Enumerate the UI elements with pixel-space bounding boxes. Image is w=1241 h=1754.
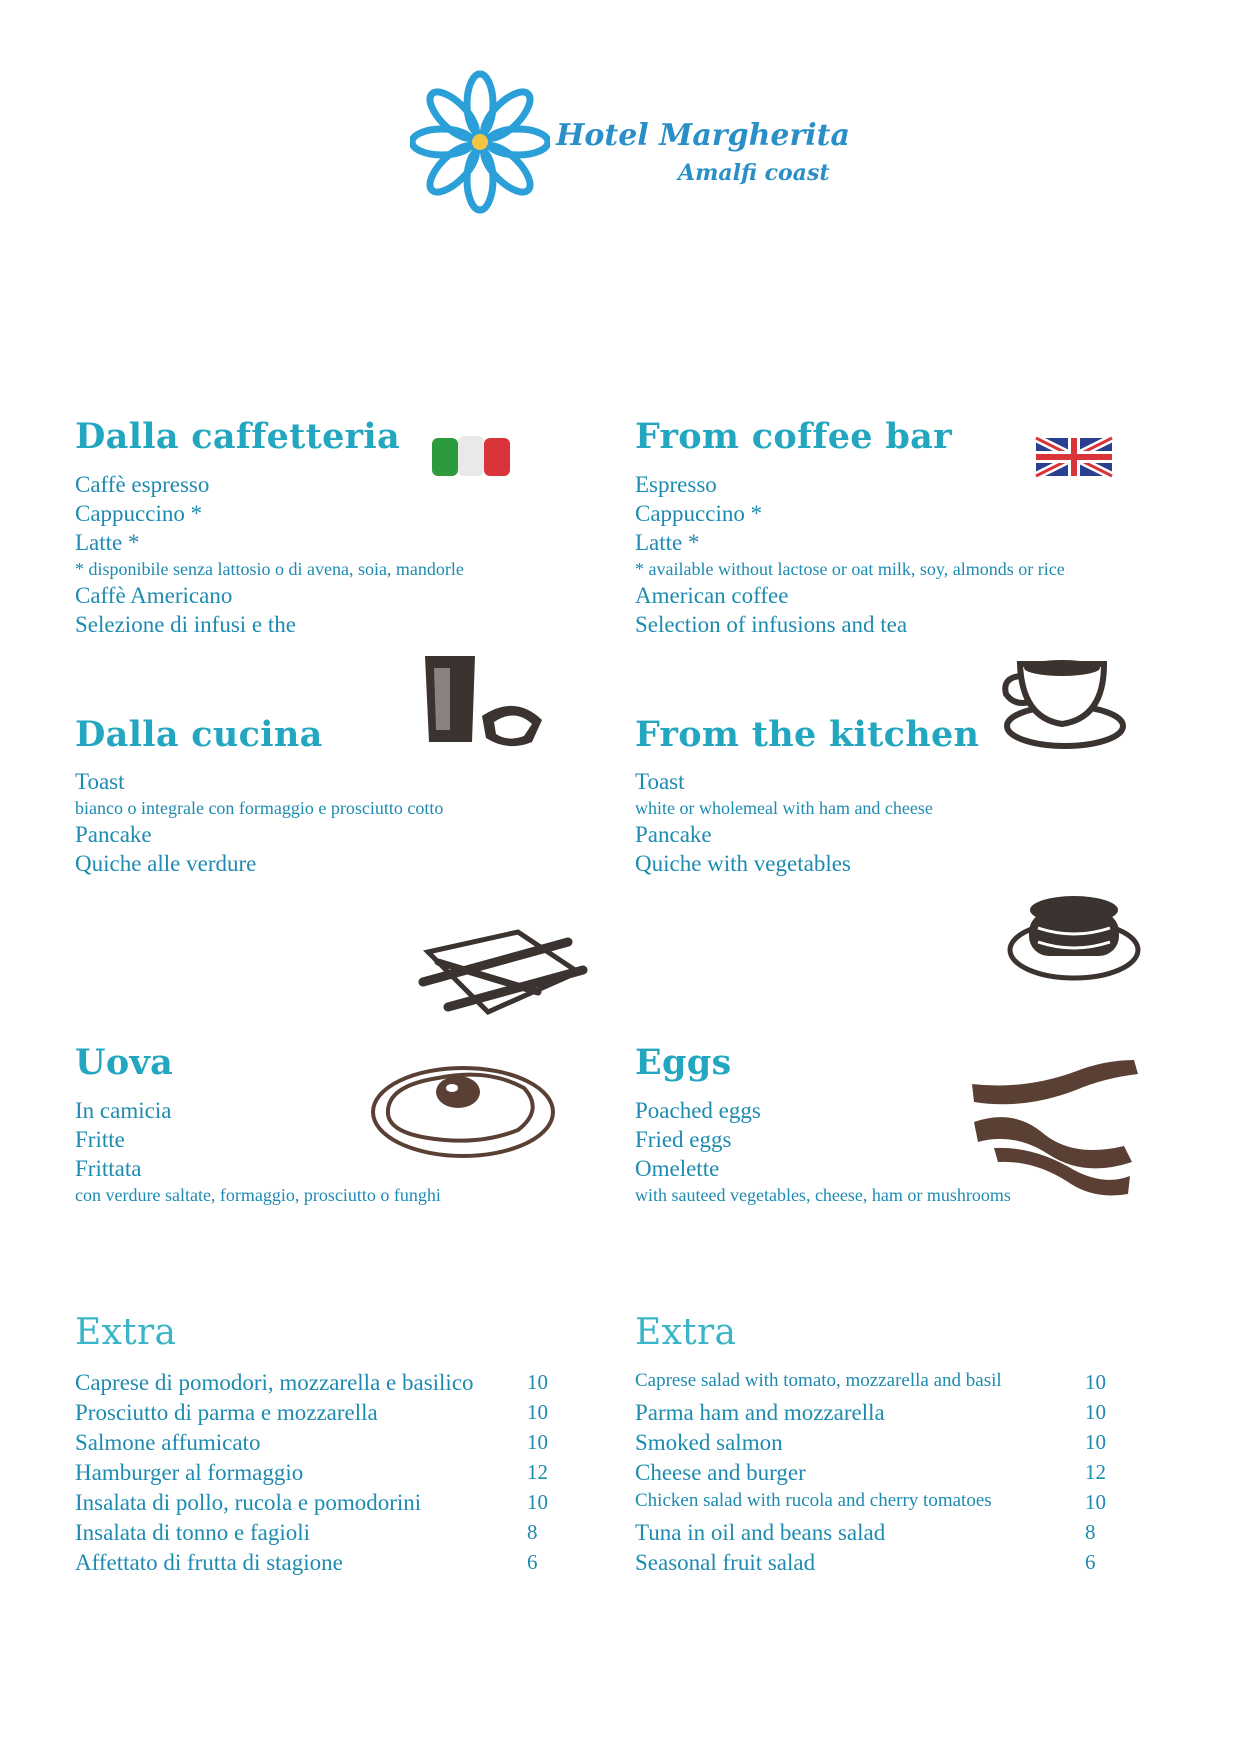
en-eggs-heading: Eggs [635, 1042, 732, 1083]
it-eggs-list [75, 1096, 441, 1207]
list-item [635, 1490, 1115, 1520]
list-item [75, 1430, 555, 1460]
pancakes-icon [1004, 888, 1144, 988]
cutlery-icon [418, 912, 588, 1022]
item-price: 8 [1085, 1520, 1096, 1544]
item-price: 12 [527, 1460, 548, 1484]
en-extra-heading: Extra [635, 1312, 737, 1353]
hotel-logo [410, 70, 850, 220]
list-item: In camicia [75, 1098, 172, 1123]
en-extra-list [635, 1370, 1115, 1580]
en-eggs-list [635, 1096, 1011, 1207]
list-item: Pancake [75, 822, 152, 847]
item-note: * available without lactose or oat milk, soy, almonds or rice [635, 559, 1065, 579]
list-item: Toast [75, 769, 125, 794]
item-name: Cheese and burger [635, 1460, 806, 1485]
list-item [635, 1370, 1115, 1400]
item-name: Prosciutto di parma e mozzarella [75, 1400, 378, 1425]
list-item [635, 1550, 1115, 1580]
item-name: Affettato di frutta di stagione [75, 1550, 343, 1575]
list-item [75, 1490, 555, 1520]
item-price: 10 [527, 1400, 548, 1424]
list-item: Latte * [75, 530, 140, 555]
juice-glass-icon [420, 650, 550, 750]
item-price: 12 [1085, 1460, 1106, 1484]
list-item: Omelette [635, 1156, 720, 1181]
item-name: Caprese salad with tomato, mozzarella and basil [635, 1370, 1002, 1391]
item-name: Chicken salad with rucola and cherry tomatoes [635, 1490, 992, 1511]
list-item: Cappuccino * [635, 501, 763, 526]
en-coffee-list [635, 470, 1065, 639]
item-name: Hamburger al formaggio [75, 1460, 304, 1485]
item-price: 10 [1085, 1430, 1106, 1454]
en-coffee-heading: From coffee bar [635, 416, 952, 457]
list-item: Caffè Americano [75, 583, 233, 608]
list-item: Quiche with vegetables [635, 851, 851, 876]
list-item: Caffè espresso [75, 472, 210, 497]
item-name: Parma ham and mozzarella [635, 1400, 885, 1425]
en-kitchen-list [635, 767, 933, 878]
item-price: 8 [527, 1520, 538, 1544]
list-item [75, 1460, 555, 1490]
it-kitchen-heading: Dalla cucina [75, 714, 323, 755]
item-note: white or wholemeal with ham and cheese [635, 798, 933, 818]
list-item: Latte * [635, 530, 700, 555]
it-extra-heading: Extra [75, 1312, 177, 1353]
item-note: * disponibile senza lattosio o di avena, soia, mandorle [75, 559, 464, 579]
list-item: Selection of infusions and tea [635, 612, 908, 637]
item-price: 6 [527, 1550, 538, 1574]
logo-subtitle: Amalfi coast [678, 160, 830, 186]
list-item: Fried eggs [635, 1127, 732, 1152]
item-price: 10 [527, 1370, 548, 1394]
list-item: Pancake [635, 822, 712, 847]
item-price: 10 [527, 1490, 548, 1514]
item-price: 10 [1085, 1490, 1106, 1514]
list-item [75, 1400, 555, 1430]
list-item [635, 1400, 1115, 1430]
item-name: Insalata di pollo, rucola e pomodorini [75, 1490, 422, 1515]
it-kitchen-list [75, 767, 443, 878]
item-note: bianco o integrale con formaggio e prosciutto cotto [75, 798, 444, 818]
list-item: Frittata [75, 1156, 142, 1181]
list-item: Toast [635, 769, 685, 794]
item-name: Smoked salmon [635, 1430, 783, 1455]
list-item [75, 1370, 555, 1400]
it-extra-list [75, 1370, 555, 1580]
list-item [635, 1460, 1115, 1490]
list-item: Quiche alle verdure [75, 851, 257, 876]
list-item [635, 1430, 1115, 1460]
item-name: Tuna in oil and beans salad [635, 1520, 886, 1545]
item-price: 10 [527, 1430, 548, 1454]
list-item: Poached eggs [635, 1098, 761, 1123]
list-item [635, 1520, 1115, 1550]
it-coffee-list [75, 470, 464, 639]
list-item: American coffee [635, 583, 789, 608]
item-price: 10 [1085, 1400, 1106, 1424]
list-item: Cappuccino * [75, 501, 203, 526]
it-eggs-heading: Uova [75, 1042, 174, 1083]
daisy-logo-icon [410, 70, 550, 220]
coffee-cup-icon [1000, 652, 1130, 752]
item-name: Caprese di pomodori, mozzarella e basilico [75, 1370, 474, 1395]
item-note: with sauteed vegetables, cheese, ham or mushrooms [635, 1185, 1011, 1205]
en-kitchen-heading: From the kitchen [635, 714, 980, 755]
list-item: Espresso [635, 472, 717, 497]
list-item: Selezione di infusi e the [75, 612, 296, 637]
item-name: Insalata di tonno e fagioli [75, 1520, 311, 1545]
logo-title: Hotel Margherita [556, 118, 850, 153]
item-name: Seasonal fruit salad [635, 1550, 816, 1575]
item-price: 10 [1085, 1370, 1106, 1394]
item-name: Salmone affumicato [75, 1430, 261, 1455]
list-item [75, 1520, 555, 1550]
item-price: 6 [1085, 1550, 1096, 1574]
item-note: con verdure saltate, formaggio, prosciutto o funghi [75, 1185, 441, 1205]
it-coffee-heading: Dalla caffetteria [75, 416, 400, 457]
list-item [75, 1550, 555, 1580]
list-item: Fritte [75, 1127, 125, 1152]
